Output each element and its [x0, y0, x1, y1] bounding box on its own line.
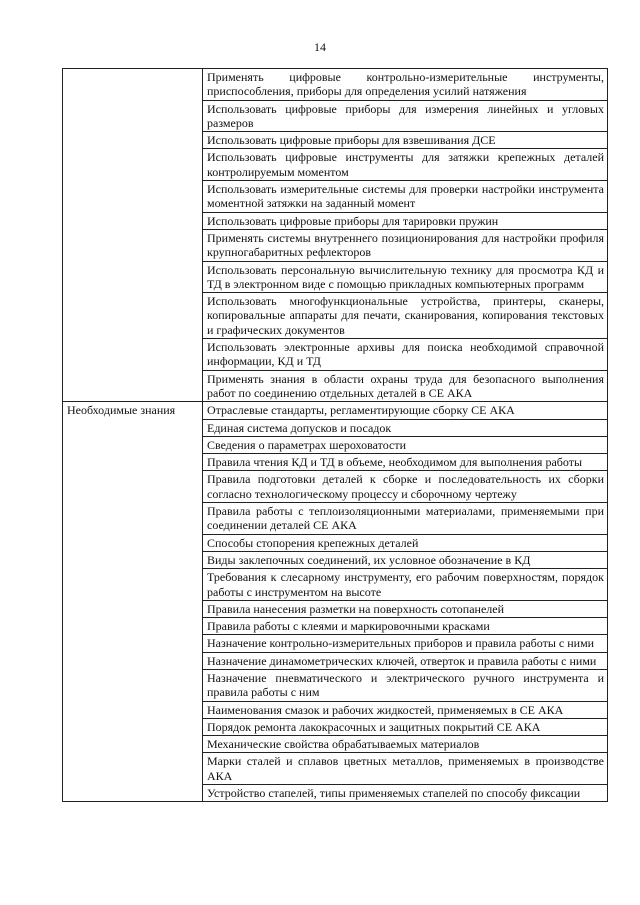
skills-item: Применять системы внутреннего позиционирования для настройки профиля крупногабаритных рефлекторов [203, 229, 608, 261]
knowledge-item: Способы стопорения крепежных деталей [203, 534, 608, 551]
knowledge-item: Правила подготовки деталей к сборке и последовательность их сборки согласно технологическому процессу и сборочному чертежу [203, 471, 608, 503]
knowledge-item: Правила чтения КД и ТД в объеме, необходимом для выполнения работы [203, 454, 608, 471]
knowledge-item: Требования к слесарному инструменту, его рабочим поверхностям, порядок работы с инструментом на высоте [203, 569, 608, 601]
knowledge-item: Порядок ремонта лакокрасочных и защитных покрытий СЕ АКА [203, 718, 608, 735]
knowledge-item: Назначение динамометрических ключей, отверток и правила работы с ними [203, 652, 608, 669]
skills-item: Использовать цифровые приборы для измерения линейных и угловых размеров [203, 100, 608, 132]
knowledge-item: Единая система допусков и посадок [203, 419, 608, 436]
knowledge-item: Назначение контрольно-измерительных приборов и правила работы с ними [203, 635, 608, 652]
skills-item: Использовать многофункциональные устройства, принтеры, сканеры, копировальные аппараты для печати, сканирования, копирования текстовых и графических документов [203, 293, 608, 339]
knowledge-item: Назначение пневматического и электрического ручного инструмента и правила работы с ним [203, 669, 608, 701]
knowledge-item: Марки сталей и сплавов цветных металлов, применяемых в производстве АКА [203, 753, 608, 785]
table-row [63, 69, 608, 101]
knowledge-item: Правила работы с теплоизоляционными материалами, применяемыми при соединении деталей СЕ АКА [203, 503, 608, 535]
knowledge-item: Правила работы с клеями и маркировочными красками [203, 618, 608, 635]
page-number: 14 [314, 40, 326, 54]
skills-item: Использовать цифровые приборы для тарировки пружин [203, 212, 608, 229]
knowledge-item: Правила нанесения разметки на поверхность сотопанелей [203, 600, 608, 617]
knowledge-item: Отраслевые стандарты, регламентирующие сборку СЕ АКА [203, 402, 608, 419]
competency-table-body [63, 69, 608, 802]
knowledge-item: Наименования смазок и рабочих жидкостей, применяемых в СЕ АКА [203, 701, 608, 718]
skills-item: Использовать цифровые приборы для взвешивания ДСЕ [203, 132, 608, 149]
knowledge-item: Устройство стапелей, типы применяемых стапелей по способу фиксации [203, 785, 608, 802]
competency-table [62, 68, 608, 802]
skills-item: Использовать цифровые инструменты для затяжки крепежных деталей контролируемым моментом [203, 149, 608, 181]
knowledge-item: Виды заклепочных соединений, их условное обозначение в КД [203, 551, 608, 568]
skills-item: Применять цифровые контрольно-измерительные инструменты, приспособления, приборы для определения усилий натяжения [203, 69, 608, 101]
knowledge-item: Механические свойства обрабатываемых материалов [203, 736, 608, 753]
knowledge-section-label: Необходимые знания [63, 402, 203, 802]
skills-item: Использовать электронные архивы для поиска необходимой справочной информации, КД и ТД [203, 339, 608, 371]
skills-item: Использовать персональную вычислительную технику для просмотра КД и ТД в электронном виде с помощью прикладных компьютерных программ [203, 261, 608, 293]
table-row [63, 402, 608, 419]
skills-item: Использовать измерительные системы для проверки настройки инструмента моментной затяжки на заданный момент [203, 181, 608, 213]
skills-section-label [63, 69, 203, 402]
knowledge-item: Сведения о параметрах шероховатости [203, 436, 608, 453]
skills-item: Применять знания в области охраны труда для безопасного выполнения работ по соединению отдельных деталей в СЕ АКА [203, 370, 608, 402]
